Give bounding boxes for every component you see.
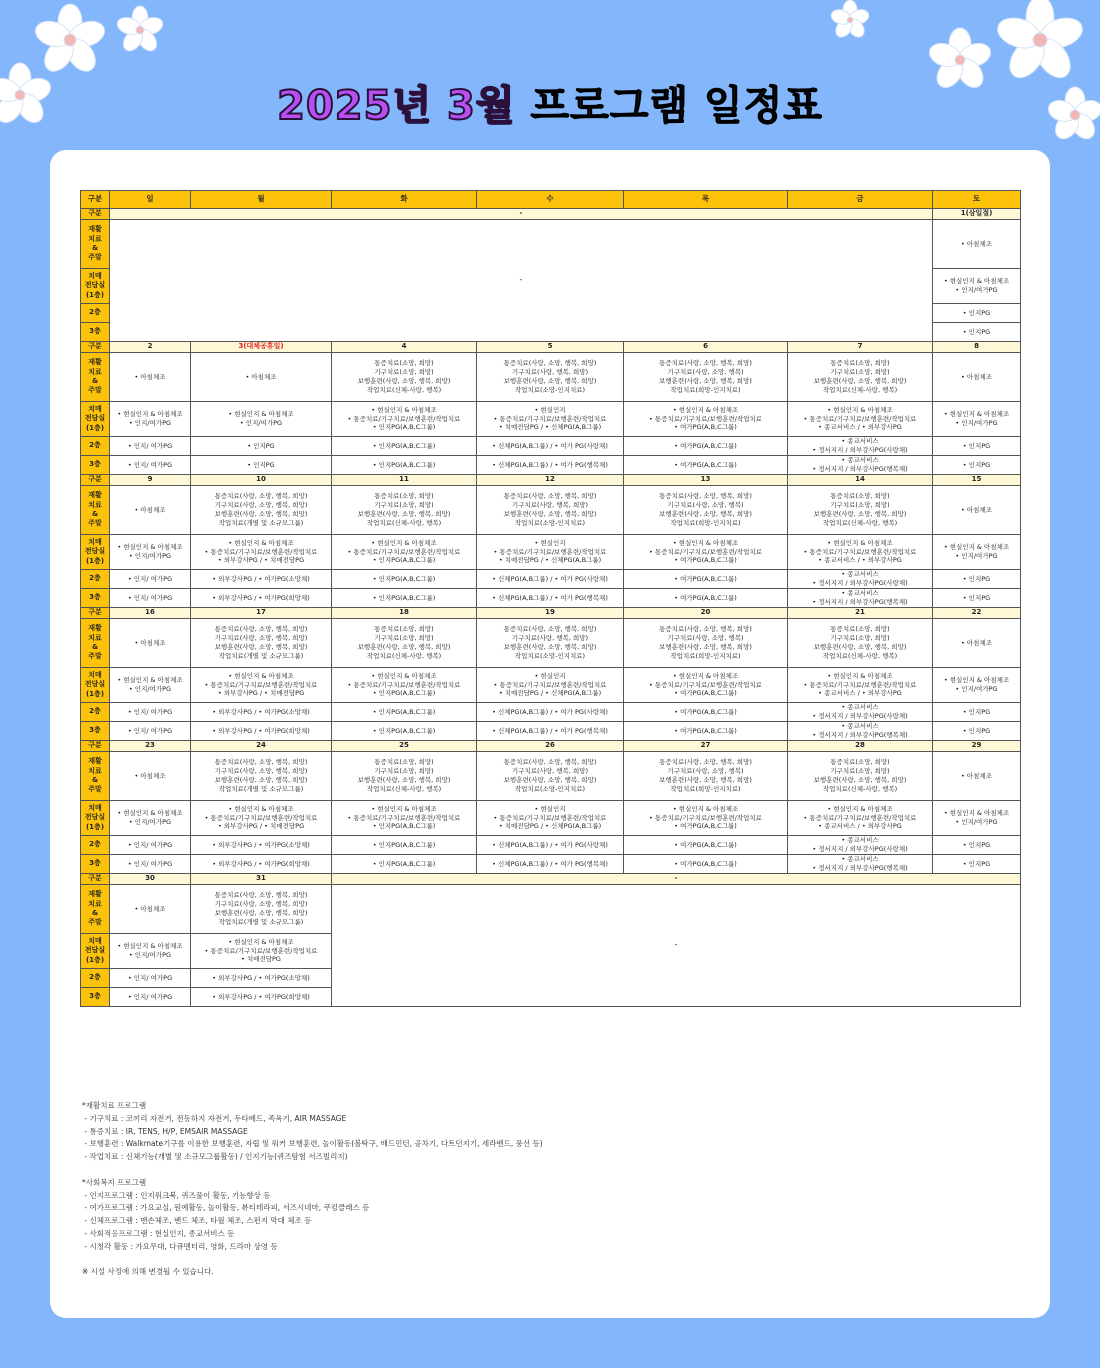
schedule-cell: 통증치료(사랑, 소망, 행복, 희망) 기구치료(사랑, 소망, 행복, 희망) 보행훈련(사랑, 소망, 행복, 희망) 작업치료(개별 및 소규모그룹) xyxy=(191,619,332,668)
schedule-cell: • 인지PG xyxy=(933,589,1021,608)
schedule-cell: • 인지/ 여가PG xyxy=(110,437,191,456)
schedule-cell: 통증치료(소망, 희망) 기구치료(소망, 희망) 보행훈련(사랑, 소망, 행복, 희망) 작업치료(신체-사랑, 행복) xyxy=(332,752,477,801)
schedule-cell: 통증치료(사랑, 소망, 행복, 희망) 기구치료(사랑, 소망, 행복) 보행훈련(사랑, 소망, 행복, 희망) 작업치료(희망-인지치료) xyxy=(624,353,788,402)
date-cell: 20 xyxy=(624,608,788,619)
date-cell: 17 xyxy=(191,608,332,619)
schedule-cell: • 인지PG xyxy=(191,456,332,475)
schedule-cell: • 인지PG xyxy=(933,836,1021,855)
row-label-rehab: 재활 치료 & 주말 xyxy=(81,220,110,269)
note-line: - 통증치료 : IR, TENS, H/P, EMSAIR MASSAGE xyxy=(82,1126,248,1136)
schedule-cell: • 아침체조 xyxy=(110,486,191,535)
date-cell: 13 xyxy=(624,475,788,486)
schedule-cell: • 인지PG xyxy=(933,456,1021,475)
schedule-cell: • 종교서비스 • 정서지지 / 외부강사PG(사랑채) xyxy=(788,437,933,456)
schedule-cell: • 현실인지 & 아침체조 • 통증치료/기구치료/보행훈련/작업치료 • 종교서비스 / • 외부강사PG xyxy=(788,668,933,703)
schedule-cell: • 인지PG xyxy=(933,570,1021,589)
schedule-row-dementia xyxy=(81,535,1021,570)
note-line: - 작업치료 : 신체기능(개별 및 소규모그룹활동) / 인지기능(퀴즈탐험 서즈빌리지) xyxy=(82,1152,348,1162)
note-line xyxy=(82,1164,543,1177)
week-date-row xyxy=(81,741,1021,752)
row-label-floor2: 2층 xyxy=(81,836,110,855)
date-cell: 31 xyxy=(191,874,332,885)
week-date-row xyxy=(81,608,1021,619)
schedule-cell: • 인지PG(A,B,C그룹) xyxy=(332,703,477,722)
schedule-cell: • 현실인지 & 아침체조 • 인지/여가PG xyxy=(933,801,1021,836)
date-cell: 3(대체공휴일) xyxy=(191,342,332,353)
date-cell: 1(삼일절) xyxy=(933,209,1021,220)
schedule-cell: • 종교서비스 • 정서지지 / 외부강사PG(행복채) xyxy=(788,722,933,741)
week-date-row xyxy=(81,475,1021,486)
schedule-row-dementia xyxy=(81,801,1021,836)
schedule-cell: • 현실인지 • 통증치료/기구치료/보행훈련/작업치료 • 치매전담PG / • 신체PG(A,B그룹) xyxy=(477,801,624,836)
schedule-row-floor2 xyxy=(81,437,1021,456)
schedule-cell: • 여가PG(A,B,C그룹) xyxy=(624,570,788,589)
schedule-cell: • 현실인지 & 아침체조 • 인지/여가PG xyxy=(191,402,332,437)
row-label-floor2: 2층 xyxy=(81,703,110,722)
schedule-row-rehab xyxy=(81,752,1021,801)
schedule-cell: • 인지PG xyxy=(933,703,1021,722)
schedule-cell: • 현실인지 & 아침체조 • 통증치료/기구치료/보행훈련/작업치료 • 종교서비스 / • 외부강사PG xyxy=(788,801,933,836)
date-cell: 19 xyxy=(477,608,624,619)
schedule-cell: • 신체PG(A,B그룹) / • 여가 PG(사랑채) xyxy=(477,437,624,456)
schedule-row-floor2 xyxy=(81,570,1021,589)
note-line: ※ 시설 사정에 의해 변경될 수 있습니다. xyxy=(82,1267,214,1277)
schedule-cell: • 아침체조 xyxy=(110,752,191,801)
row-label-rehab: 재활 치료 & 주말 xyxy=(81,885,110,934)
schedule-cell: • 현실인지 & 아침체조 • 통증치료/기구치료/보행훈련/작업치료 • 외부강사PG / • 치매전담PG xyxy=(191,668,332,703)
schedule-cell: • 여가PG(A,B,C그룹) xyxy=(624,855,788,874)
row-label-gubun: 구분 xyxy=(81,209,110,220)
row-label-dementia: 치매 전담실 (1층) xyxy=(81,535,110,570)
note-line: - 신체프로그램 : 맨손체조, 밴드 체조, 타월 체조, 스펀지 막대 체조 등 xyxy=(82,1216,312,1226)
schedule-cell: • 신체PG(A,B그룹) / • 여가 PG(사랑채) xyxy=(477,570,624,589)
schedule-cell: 통증치료(사랑, 소망, 행복, 희망) 기구치료(사랑, 소망, 행복) 보행훈련(사랑, 소망, 행복, 희망) 작업치료(희망-인지치료) xyxy=(624,619,788,668)
schedule-cell: • 인지/ 여가PG xyxy=(110,703,191,722)
date-cell: 25 xyxy=(332,741,477,752)
schedule-row-floor2 xyxy=(81,836,1021,855)
page-title xyxy=(0,74,1100,131)
row-label-dementia: 치매 전담실 (1층) xyxy=(81,801,110,836)
schedule-cell: • 인지PG(A,B,C그룹) xyxy=(332,722,477,741)
row-label-gubun: 구분 xyxy=(81,741,110,752)
note-line: - 보행훈련 : Walkmate기구를 이용한 보행훈련, 자립 및 워커 보행훈련, 놀이활동(볼탁구, 배드민턴, 공차기, 다트던지기, 세라밴드, 풍선 등) xyxy=(82,1139,543,1149)
schedule-cell: • 종교서비스 • 정서지지 / 외부강사PG(사랑채) xyxy=(788,703,933,722)
date-cell: 28 xyxy=(788,741,933,752)
schedule-cell: • 인지PG(A,B,C그룹) xyxy=(332,855,477,874)
schedule-cell: • 인지PG(A,B,C그룹) xyxy=(332,456,477,475)
schedule-cell: • 외부강사PG / • 여가PG(소망채) xyxy=(191,836,332,855)
schedule-cell: • 여가PG(A,B,C그룹) xyxy=(624,589,788,608)
schedule-cell: • 신체PG(A,B그룹) / • 여가 PG(사랑채) xyxy=(477,836,624,855)
schedule-cell: • 현실인지 & 아침체조 • 통증치료/기구치료/보행훈련/작업치료 • 여가PG(A,B,C그룹) xyxy=(624,402,788,437)
row-label-floor3: 3층 xyxy=(81,456,110,475)
schedule-cell: • 신체PG(A,B그룹) / • 여가 PG(행복채) xyxy=(477,456,624,475)
date-cell: 15 xyxy=(933,475,1021,486)
header-cell: 월 xyxy=(191,191,332,209)
empty-range-cell: - xyxy=(332,885,1021,1007)
schedule-cell: • 여가PG(A,B,C그룹) xyxy=(624,836,788,855)
date-cell: 5 xyxy=(477,342,624,353)
row-label-dementia: 치매 전담실 (1층) xyxy=(81,668,110,703)
schedule-cell: • 현실인지 & 아침체조 • 통증치료/기구치료/보행훈련/작업치료 • 여가PG(A,B,C그룹) xyxy=(624,801,788,836)
schedule-cell: • 인지/ 여가PG xyxy=(110,589,191,608)
row-label-rehab: 재활 치료 & 주말 xyxy=(81,486,110,535)
note-line: *재활치료 프로그램 xyxy=(82,1101,147,1110)
schedule-cell: • 인지/ 여가PG xyxy=(110,456,191,475)
schedule-cell: • 현실인지 & 아침체조 • 통증치료/기구치료/보행훈련/작업치료 • 인지PG(A,B,C그룹) xyxy=(332,801,477,836)
schedule-cell: • 인지PG(A,B,C그룹) xyxy=(332,570,477,589)
schedule-cell: • 신체PG(A,B그룹) / • 여가 PG(사랑채) xyxy=(477,703,624,722)
schedule-cell: 통증치료(사랑, 소망, 행복, 희망) 기구치료(사랑, 행복, 희망) 보행훈련(사랑, 소망, 행복, 희망) 작업치료(소망-인지치료) xyxy=(477,353,624,402)
header-cell: 화 xyxy=(332,191,477,209)
schedule-cell: 통증치료(사랑, 소망, 행복, 희망) 기구치료(사랑, 소망, 행복, 희망) 보행훈련(사랑, 소망, 행복, 희망) 작업치료(개별 및 소규모그룹) xyxy=(191,885,332,934)
schedule-cell: • 종교서비스 • 정서지지 / 외부강사PG(행복채) xyxy=(788,589,933,608)
schedule-cell: • 아침체조 xyxy=(191,353,332,402)
row-label-dementia: 치매 전담실 (1층) xyxy=(81,269,110,304)
title-highlight: 2025년 3월 xyxy=(277,83,516,129)
schedule-cell: 통증치료(사랑, 소망, 행복, 희망) 기구치료(사랑, 소망, 행복) 보행훈련(사랑, 소망, 행복, 희망) 작업치료(희망-인지치료) xyxy=(624,752,788,801)
header-cell: 토 xyxy=(933,191,1021,209)
week-date-row xyxy=(81,874,1021,885)
header-cell: 금 xyxy=(788,191,933,209)
schedule-cell: • 현실인지 & 아침체조 • 인지/여가PG xyxy=(933,668,1021,703)
date-cell: 18 xyxy=(332,608,477,619)
date-cell-empty: - xyxy=(332,874,1021,885)
schedule-cell: • 인지PG(A,B,C그룹) xyxy=(332,437,477,456)
schedule-cell: 통증치료(소망, 희망) 기구치료(소망, 희망) 보행훈련(사랑, 소망, 행복, 희망) 작업치료(신체-사랑, 행복) xyxy=(332,353,477,402)
row-label-floor2: 2층 xyxy=(81,969,110,988)
schedule-row-rehab xyxy=(81,885,1021,934)
date-cell: 23 xyxy=(110,741,191,752)
schedule-cell: 통증치료(소망, 희망) 기구치료(소망, 희망) 보행훈련(사랑, 소망, 행복, 희망) 작업치료(신체-사랑, 행복) xyxy=(788,486,933,535)
schedule-cell: • 현실인지 & 아침체조 • 통증치료/기구치료/보행훈련/작업치료 • 종교서비스 / • 외부강사PG xyxy=(788,402,933,437)
schedule-cell: • 외부강사PG / • 여가PG(희망채) xyxy=(191,589,332,608)
date-cell: 29 xyxy=(933,741,1021,752)
row-label-rehab: 재활 치료 & 주말 xyxy=(81,619,110,668)
schedule-cell: • 현실인지 & 아침체조 • 인지/여가PG xyxy=(110,801,191,836)
schedule-cell: • 외부강사PG / • 여가PG(소망채) xyxy=(191,570,332,589)
note-line: - 기구치료 : 코끼리 자전거, 전동하지 자전거, 두타베드, 족욕기, AIR MASSAGE xyxy=(82,1113,347,1123)
schedule-cell: • 인지PG(A,B,C그룹) xyxy=(332,836,477,855)
date-cell: 8 xyxy=(933,342,1021,353)
week-date-row xyxy=(81,209,1021,220)
schedule-cell: • 현실인지 • 통증치료/기구치료/보행훈련/작업치료 • 치매전담PG / • 신체PG(A,B그룹) xyxy=(477,668,624,703)
schedule-cell: 통증치료(소망, 희망) 기구치료(소망, 희망) 보행훈련(사랑, 소망, 행복, 희망) 작업치료(신체-사랑, 행복) xyxy=(788,619,933,668)
date-cell: 4 xyxy=(332,342,477,353)
schedule-cell: • 아침체조 xyxy=(110,353,191,402)
date-cell: 26 xyxy=(477,741,624,752)
schedule-cell: • 인지/ 여가PG xyxy=(110,969,191,988)
schedule-cell: • 아침체조 xyxy=(933,220,1021,269)
schedule-cell: • 인지/ 여가PG xyxy=(110,855,191,874)
schedule-cell: 통증치료(사랑, 소망, 행복, 희망) 기구치료(사랑, 소망, 행복, 희망) 보행훈련(사랑, 소망, 행복, 희망) 작업치료(개별 및 소규모그룹) xyxy=(191,486,332,535)
schedule-cell: • 현실인지 & 아침체조 • 인지/여가PG xyxy=(933,269,1021,304)
schedule-cell: • 현실인지 & 아침체조 • 인지/여가PG xyxy=(110,535,191,570)
schedule-cell: • 아침체조 xyxy=(933,752,1021,801)
date-cell: 10 xyxy=(191,475,332,486)
schedule-cell: • 인지/ 여가PG xyxy=(110,988,191,1007)
date-cell: 7 xyxy=(788,342,933,353)
row-label-floor3: 3층 xyxy=(81,722,110,741)
row-label-floor3: 3층 xyxy=(81,589,110,608)
schedule-cell: • 인지PG xyxy=(191,437,332,456)
row-label-floor2: 2층 xyxy=(81,437,110,456)
schedule-cell: • 현실인지 • 통증치료/기구치료/보행훈련/작업치료 • 치매전담PG / • 신체PG(A,B그룹) xyxy=(477,535,624,570)
schedule-cell: • 인지PG xyxy=(933,722,1021,741)
row-label-gubun: 구분 xyxy=(81,608,110,619)
header-cell: 일 xyxy=(110,191,191,209)
schedule-cell: • 현실인지 & 아침체조 • 인지/여가PG xyxy=(110,402,191,437)
schedule-cell: 통증치료(사랑, 소망, 행복, 희망) 기구치료(사랑, 행복, 희망) 보행훈련(사랑, 소망, 행복, 희망) 작업치료(소망-인지치료) xyxy=(477,486,624,535)
date-cell: 24 xyxy=(191,741,332,752)
schedule-cell: • 현실인지 & 아침체조 • 통증치료/기구치료/보행훈련/작업치료 • 인지PG(A,B,C그룹) xyxy=(332,535,477,570)
header-row xyxy=(81,191,1021,209)
date-cell: 12 xyxy=(477,475,624,486)
schedule-cell: • 인지/ 여가PG xyxy=(110,836,191,855)
schedule-row-rehab xyxy=(81,220,1021,269)
schedule-cell: • 현실인지 & 아침체조 • 통증치료/기구치료/보행훈련/작업치료 • 인지PG(A,B,C그룹) xyxy=(332,668,477,703)
schedule-cell: • 신체PG(A,B그룹) / • 여가 PG(행복채) xyxy=(477,855,624,874)
schedule-cell: • 여가PG(A,B,C그룹) xyxy=(624,722,788,741)
date-cell: 11 xyxy=(332,475,477,486)
schedule-cell: 통증치료(소망, 희망) 기구치료(소망, 희망) 보행훈련(사랑, 소망, 행복, 희망) 작업치료(신체-사랑, 행복) xyxy=(332,619,477,668)
schedule-cell: 통증치료(사랑, 소망, 행복, 희망) 기구치료(사랑, 행복, 희망) 보행훈련(사랑, 소망, 행복, 희망) 작업치료(소망-인지치료) xyxy=(477,752,624,801)
note-line xyxy=(82,1254,543,1267)
schedule-row-rehab xyxy=(81,619,1021,668)
schedule-cell: • 인지PG xyxy=(933,437,1021,456)
schedule-row-dementia xyxy=(81,668,1021,703)
schedule-row-rehab xyxy=(81,486,1021,535)
schedule-row-floor2 xyxy=(81,703,1021,722)
schedule-table xyxy=(80,190,1021,1007)
title-rest: 프로그램 일정표 xyxy=(515,83,823,129)
schedule-cell: • 종교서비스 • 정서지지 / 외부강사PG(행복채) xyxy=(788,855,933,874)
schedule-cell: • 현실인지 & 아침체조 • 인지/여가PG xyxy=(110,934,191,969)
schedule-cell: • 현실인지 & 아침체조 • 인지/여가PG xyxy=(933,402,1021,437)
week-date-row xyxy=(81,342,1021,353)
date-cell: 16 xyxy=(110,608,191,619)
row-label-rehab: 재활 치료 & 주말 xyxy=(81,353,110,402)
row-label-floor2: 2층 xyxy=(81,570,110,589)
date-cell: 30 xyxy=(110,874,191,885)
schedule-cell: • 외부강사PG / • 여가PG(희망채) xyxy=(191,988,332,1007)
row-label-floor3: 3층 xyxy=(81,323,110,342)
schedule-cell: • 현실인지 & 아침체조 • 통증치료/기구치료/보행훈련/작업치료 • 인지PG(A,B,C그룹) xyxy=(332,402,477,437)
date-cell-empty: - xyxy=(110,209,933,220)
date-cell: 9 xyxy=(110,475,191,486)
schedule-row-floor3 xyxy=(81,589,1021,608)
schedule-cell: • 외부강사PG / • 여가PG(희망채) xyxy=(191,855,332,874)
schedule-cell: • 아침체조 xyxy=(110,885,191,934)
row-label-gubun: 구분 xyxy=(81,342,110,353)
schedule-cell: • 현실인지 & 아침체조 • 통증치료/기구치료/보행훈련/작업치료 • 여가PG(A,B,C그룹) xyxy=(624,535,788,570)
header-cell: 수 xyxy=(477,191,624,209)
schedule-cell: 통증치료(사랑, 소망, 행복, 희망) 기구치료(사랑, 행복, 희망) 보행훈련(사랑, 소망, 행복, 희망) 작업치료(소망-인지치료) xyxy=(477,619,624,668)
date-cell: 22 xyxy=(933,608,1021,619)
schedule-cell: • 여가PG(A,B,C그룹) xyxy=(624,703,788,722)
schedule-cell: • 현실인지 & 아침체조 • 통증치료/기구치료/보행훈련/작업치료 • 여가PG(A,B,C그룹) xyxy=(624,668,788,703)
schedule-cell: • 외부강사PG / • 여가PG(소망채) xyxy=(191,703,332,722)
row-label-dementia: 치매 전담실 (1층) xyxy=(81,402,110,437)
schedule-cell: • 외부강사PG / • 여가PG(소망채) xyxy=(191,969,332,988)
date-cell: 27 xyxy=(624,741,788,752)
row-label-gubun: 구분 xyxy=(81,874,110,885)
row-label-floor3: 3층 xyxy=(81,855,110,874)
row-label-dementia: 치매 전담실 (1층) xyxy=(81,934,110,969)
schedule-cell: • 현실인지 & 아침체조 • 통증치료/기구치료/보행훈련/작업치료 • 외부강사PG / • 치매전담PG xyxy=(191,535,332,570)
schedule-cell: • 현실인지 & 아침체조 • 인지/여가PG xyxy=(933,535,1021,570)
schedule-cell: • 아침체조 xyxy=(933,353,1021,402)
row-label-floor3: 3층 xyxy=(81,988,110,1007)
schedule-cell: • 현실인지 • 통증치료/기구치료/보행훈련/작업치료 • 치매전담PG / • 신체PG(A,B그룹) xyxy=(477,402,624,437)
schedule-cell: • 인지PG xyxy=(933,323,1021,342)
schedule-cell: • 종교서비스 • 정서지지 / 외부강사PG(사랑채) xyxy=(788,570,933,589)
date-cell: 6 xyxy=(624,342,788,353)
schedule-cell: • 현실인지 & 아침체조 • 인지/여가PG xyxy=(110,668,191,703)
schedule-cell: • 현실인지 & 아침체조 • 통증치료/기구치료/보행훈련/작업치료 • 치매전담PG xyxy=(191,934,332,969)
schedule-cell: • 종교서비스 • 정서지지 / 외부강사PG(행복채) xyxy=(788,456,933,475)
schedule-cell: 통증치료(사랑, 소망, 행복, 희망) 기구치료(사랑, 소망, 행복) 보행훈련(사랑, 소망, 행복, 희망) 작업치료(희망-인지치료) xyxy=(624,486,788,535)
note-line: *사회복지 프로그램 xyxy=(82,1177,147,1187)
schedule-row-rehab xyxy=(81,353,1021,402)
schedule-row-floor3 xyxy=(81,456,1021,475)
header-cell: 목 xyxy=(624,191,788,209)
schedule-cell: 통증치료(소망, 희망) 기구치료(소망, 희망) 보행훈련(사랑, 소망, 행복, 희망) 작업치료(신체-사랑, 행복) xyxy=(788,752,933,801)
schedule-cell: • 외부강사PG / • 여가PG(희망채) xyxy=(191,722,332,741)
schedule-cell: • 아침체조 xyxy=(933,486,1021,535)
empty-range-cell: - xyxy=(110,220,933,342)
date-cell: 14 xyxy=(788,475,933,486)
program-notes xyxy=(82,1100,543,1279)
schedule-cell: • 인지PG xyxy=(933,304,1021,323)
schedule-cell: • 여가PG(A,B,C그룹) xyxy=(624,456,788,475)
row-label-floor2: 2층 xyxy=(81,304,110,323)
schedule-cell: • 아침체조 xyxy=(933,619,1021,668)
schedule-cell: • 인지/ 여가PG xyxy=(110,570,191,589)
schedule-cell: • 인지/ 여가PG xyxy=(110,722,191,741)
schedule-cell: • 인지PG xyxy=(933,855,1021,874)
schedule-cell: • 현실인지 & 아침체조 • 통증치료/기구치료/보행훈련/작업치료 • 외부강사PG / • 치매전담PG xyxy=(191,801,332,836)
schedule-cell: • 아침체조 xyxy=(110,619,191,668)
schedule-cell: • 현실인지 & 아침체조 • 통증치료/기구치료/보행훈련/작업치료 • 종교서비스 / • 외부강사PG xyxy=(788,535,933,570)
schedule-cell: 통증치료(사랑, 소망, 행복, 희망) 기구치료(사랑, 소망, 행복, 희망) 보행훈련(사랑, 소망, 행복, 희망) 작업치료(개별 및 소규모그룹) xyxy=(191,752,332,801)
schedule-cell: • 신체PG(A,B그룹) / • 여가 PG(행복채) xyxy=(477,589,624,608)
note-line: - 사회적응프로그램 : 현실인지, 종교서비스 등 xyxy=(82,1228,235,1238)
schedule-cell: • 신체PG(A,B그룹) / • 여가 PG(행복채) xyxy=(477,722,624,741)
schedule-cell: 통증치료(소망, 희망) 기구치료(소망, 희망) 보행훈련(사랑, 소망, 행복, 희망) 작업치료(신체-사랑, 행복) xyxy=(332,486,477,535)
date-cell: 21 xyxy=(788,608,933,619)
note-line: - 여가프로그램 : 가요교실, 원예활동, 놀이활동, 뷰티테라피, 서즈시네마, 쿠킹클래스 등 xyxy=(82,1203,370,1213)
schedule-cell: • 인지PG(A,B,C그룹) xyxy=(332,589,477,608)
schedule-cell: 통증치료(소망, 희망) 기구치료(소망, 희망) 보행훈련(사랑, 소망, 행복, 희망) 작업치료(신체-사랑, 행복) xyxy=(788,353,933,402)
date-cell: 2 xyxy=(110,342,191,353)
schedule-cell: • 종교서비스 • 정서지지 / 외부강사PG(사랑채) xyxy=(788,836,933,855)
schedule-row-floor3 xyxy=(81,722,1021,741)
header-cell: 구분 xyxy=(81,191,110,209)
schedule-row-dementia xyxy=(81,402,1021,437)
row-label-gubun: 구분 xyxy=(81,475,110,486)
note-line: - 시청각 활동 : 가요무대, 다큐멘터리, 영화, 드라마 상영 등 xyxy=(82,1241,278,1251)
row-label-rehab: 재활 치료 & 주말 xyxy=(81,752,110,801)
note-line: - 인지프로그램 : 인지워크북, 퀴즈풀이 활동, 기능향상 등 xyxy=(82,1190,271,1200)
schedule-cell: • 여가PG(A,B,C그룹) xyxy=(624,437,788,456)
schedule-row-floor3 xyxy=(81,855,1021,874)
